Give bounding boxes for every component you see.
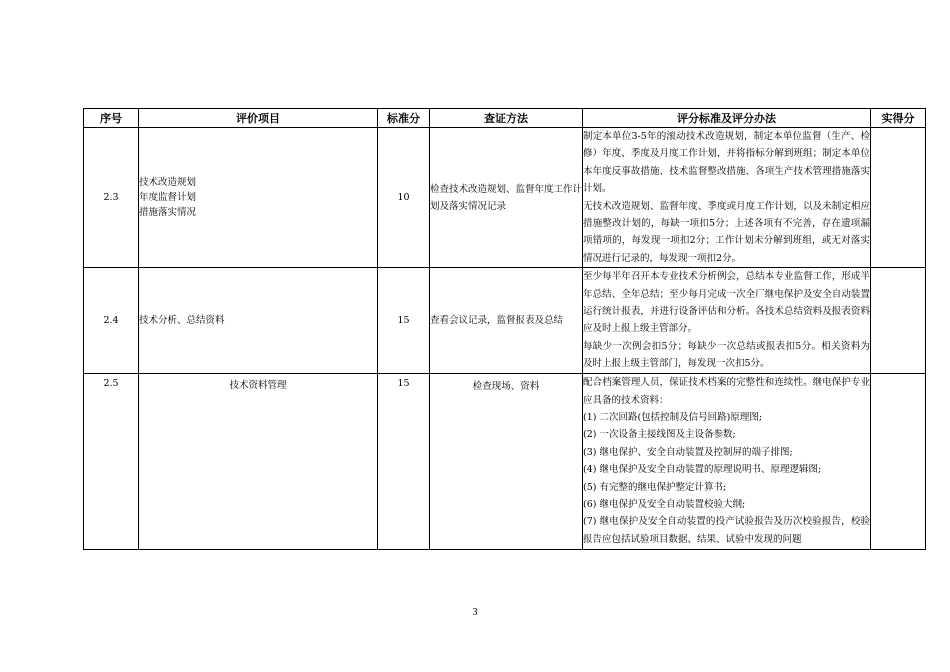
row-method: 检查现场、资料 [430,373,583,549]
table-header-row [84,109,926,128]
item-line: 年度监督计划 [139,192,197,204]
criteria-list-item: (4) 继电保护及安全自动装置的原理说明书、原理逻辑图; [583,464,822,476]
header-item: 评价项目 [139,109,378,128]
page-number: 3 [472,607,478,618]
row-score: 15 [378,373,430,549]
item-line: 技术资料管理 [229,379,287,391]
row-actual[interactable] [871,373,926,549]
header-criteria: 评分标准及评分办法 [583,109,871,128]
evaluation-table [83,108,926,550]
criteria-list-item: (2) 一次设备主接线图及主设备参数; [583,429,736,441]
item-line: 措施落实情况 [139,207,197,219]
row-item [139,128,378,268]
header-actual: 实得分 [871,109,926,128]
criteria-list-item: (6) 继电保护及安全自动装置校验大纲; [583,499,746,510]
criteria-paragraph: 每缺少一次例会扣5分；每缺少一次总结或报表扣5分。相关资料为及时上报上级主管部门，每发现一次扣5分。 [583,340,870,370]
row-criteria [583,268,871,373]
table-row [84,128,926,268]
header-method: 查证方法 [430,109,583,128]
row-method: 查看会议记录，监督报表及总结 [430,268,583,373]
table-row [84,373,926,549]
criteria-paragraph: 制定本单位3-5年的滚动技术改造规划，制定本单位监督（生产、检修）年度、季度及月度工作计划，并将指标分解到班组；制定本单位本年度反事故措施、技术监督整改措施、各项生产技术管理措施落实计划。 [583,131,870,195]
row-actual[interactable] [871,128,926,268]
criteria-list-item: (1) 二次回路(包括控制及信号回路)原理图; [583,411,763,423]
row-criteria [583,373,871,549]
criteria-list-item: (7) 继电保护及安全自动装置的投产试验报告及历次校验报告，校验报告应包括试验项目数据、结果、试验中发现的问题 [583,516,870,545]
row-item [139,268,378,373]
table-row [84,268,926,373]
header-score: 标准分 [378,109,430,128]
row-criteria [583,128,871,268]
criteria-list-item: (3) 继电保护、安全自动装置及控制屏的端子排图; [583,446,793,458]
row-number: 2.5 [84,373,139,549]
criteria-paragraph: 至少每半年召开本专业技术分析例会，总结本专业监督工作，形成半年总结、全年总结；至少每月完成一次全厂继电保护及安全自动装置运行统计报表，并进行设备评估和分析。各技术总结资料及报表资料应及时上报上级主管部分。 [583,271,870,335]
row-number: 2.4 [84,268,139,373]
row-number: 2.3 [84,128,139,268]
row-score: 10 [378,128,430,268]
item-line: 技术分析、总结资料 [139,314,225,326]
criteria-list-item: (5) 有完整的继电保护整定计算书; [583,481,727,493]
row-score: 15 [378,268,430,373]
row-actual[interactable] [871,268,926,373]
row-method: 检查技术改造规划、监督年度工作计划及落实情况记录 [430,128,583,268]
item-line: 技术改造规划 [139,177,197,189]
criteria-paragraph: 配合档案管理人员，保证技术档案的完整性和连续性。继电保护专业应具备的技术资料： [583,377,870,406]
row-item [139,373,378,549]
header-seq: 序号 [84,109,139,128]
criteria-paragraph: 无技术改造规划、监督年度、季度或月度工作计划，以及未制定相应措施整改计划的，每缺一项扣5分；上述各项有不完善，存在遗项漏项错项的，每发现一项扣2分；工作计划未分解到班组，或无对落实情况进行记录的，每发现一项扣2分。 [583,200,870,264]
